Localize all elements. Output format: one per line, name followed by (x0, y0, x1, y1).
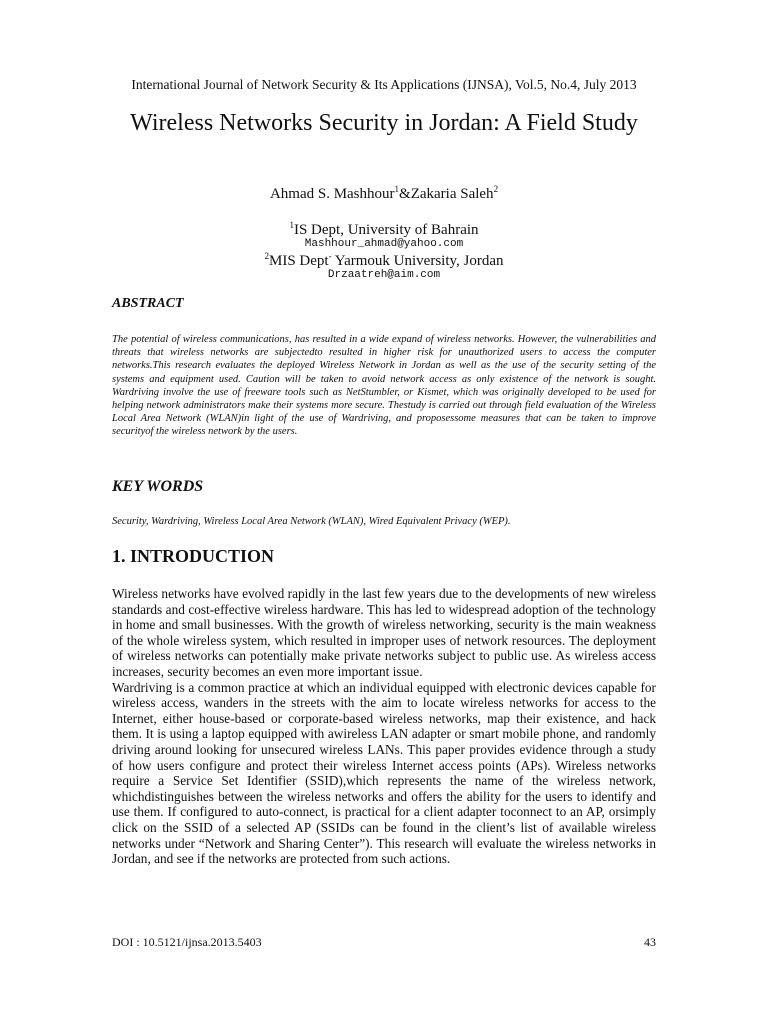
doi-footer: DOI : 10.5121/ijnsa.2013.5403 (112, 935, 262, 949)
abstract-heading: ABSTRACT (112, 296, 184, 311)
affiliation-2 (0, 251, 768, 270)
paper-title: Wireless Networks Security in Jordan: A Field Study (130, 110, 638, 136)
paragraph: Wireless networks have evolved rapidly in the last few years due to the developments of new wireless standards and cost-effective wireless hardware. This has led to widespread adoption of the technology in home and small businesses. With the growth of wireless networking, security is the main weakness of the whole wireless system, which resulted in improper uses of network resources. The deployment of wireless networks can potentially make private networks subject to public use. As wireless access increases, security becomes an even more important issue. (112, 586, 656, 679)
affiliation-text: Yarmouk University, Jordan (331, 253, 504, 269)
page-number: 43 (644, 935, 656, 949)
introduction-body (112, 586, 656, 867)
abstract-text: The potential of wireless communications, has resulted in a wide expand of wireless networks. However, the vulnerabilities and threats that wireless networks are subjectedto resulted in higher risk for unauthorized users to access the computer networks.This research evaluates the deployed Wireless Network in Jordan as well as the use of the security setting of the systems and equipment used. Caution will be taken to avoid network access as only existence of the network is sought. Wardriving involve the use of freeware tools such as NetStumbler, or Kismet, which was originally developed to be used for helping network administrators make their systems more secure. Thestudy is carried out through field evaluation of the Wireless Local Area Network (WLAN)in light of the use of Wardriving, and proposessome measures that can be taken to improve securityof the wireless network by the users. (112, 334, 656, 438)
author-superscript: 2 (493, 184, 499, 194)
keywords-text: Security, Wardriving, Wireless Local Area Network (WLAN), Wired Equivalent Privacy (WEP). (112, 516, 511, 527)
affiliation-mark: - (328, 251, 332, 261)
journal-header: International Journal of Network Security & Its Applications (IJNSA), Vol.5, No.4, July 2013 (131, 77, 637, 92)
affiliation-superscript: 1 (289, 220, 294, 230)
affiliation-superscript: 2 (264, 251, 269, 261)
introduction-heading: 1. INTRODUCTION (112, 546, 275, 566)
author-superscript: 1 (394, 184, 400, 194)
author-email: Mashhour_ahmad@yahoo.com (304, 238, 464, 250)
affiliation-text: IS Dept, University of Bahrain (293, 222, 479, 238)
author-email: Drzaatreh@aim.com (327, 269, 441, 281)
paragraph: Wardriving is a common practice at which an individual equipped with electronic devices capable for wireless access, wanders in the streets with the aim to locate wireless networks for access to the Internet, either house-based or corporate-based wireless networks, map their existence, and hack them. It is using a laptop equipped with awireless LAN adapter or smart mobile phone, and randomly driving around looking for unsecured wireless LANs. This paper provides evidence through a study of how users configure and protect their wireless Internet access points (APs). Wireless networks require a Service Set Identifier (SSID),which represents the name of the wireless network, whichdistinguishes between the wireless networks and offers the ability for the users to identify and use them. If configured to auto-connect, is practical for a client adapter toconnect to an AP, orsimply click on the SSID of a selected AP (SSIDs can be found in the client’s list of available wireless networks under “Network and Sharing Center”). This research will evaluate the wireless networks in Jordan, and see if the networks are protected from such actions. (112, 679, 656, 867)
keywords-heading: KEY WORDS (112, 478, 204, 495)
author-name: Zakaria Saleh (410, 186, 494, 202)
author-name: Ahmad S. Mashhour (269, 186, 395, 202)
affiliation-1 (0, 220, 768, 239)
affiliation-text: MIS Dept (268, 253, 329, 269)
author-line (0, 184, 768, 203)
author-separator: & (399, 186, 411, 202)
